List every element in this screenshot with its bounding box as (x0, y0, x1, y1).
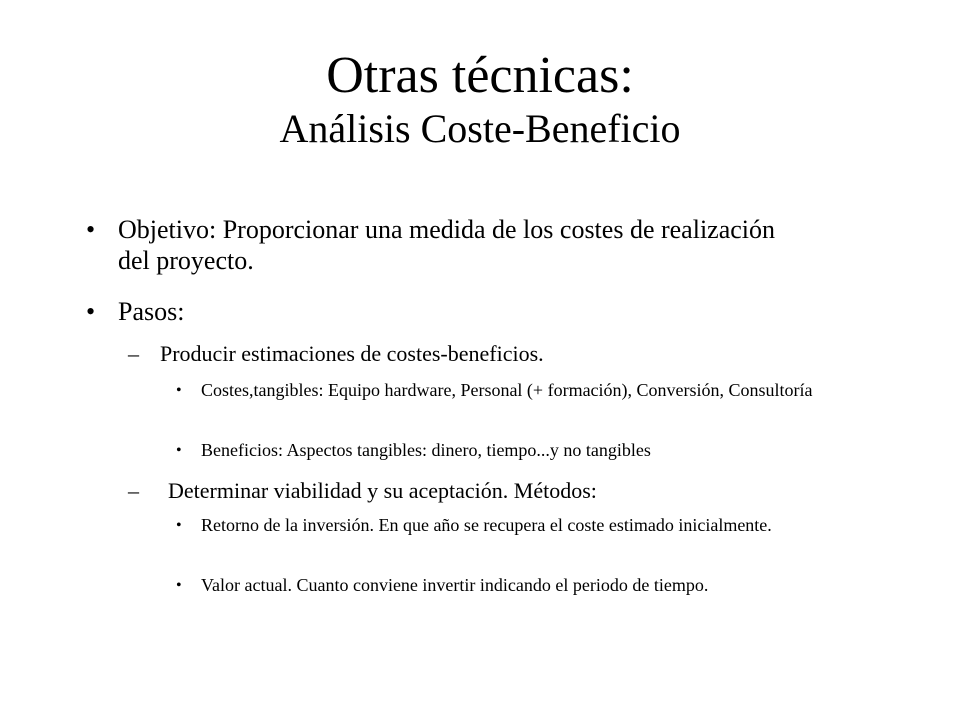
bullet-marker: • (176, 442, 182, 459)
subsubitem-costes (176, 378, 816, 403)
subsubitem-costes-text: Costes,tangibles: Equipo hardware, Personal (+ formación), Conversión, Consultoría (201, 380, 813, 400)
slide-subtitle: Análisis Coste-Beneficio (279, 106, 681, 151)
bullet-pasos (86, 296, 806, 327)
subitem-determinar-text: Determinar viabilidad y su aceptación. Métodos: (168, 478, 597, 503)
subsubitem-valor (176, 573, 816, 598)
subsubitem-beneficios-text: Beneficios: Aspectos tangibles: dinero, tiempo...y no tangibles (201, 440, 651, 460)
bullet-marker: • (176, 517, 182, 534)
bullet-marker: • (176, 577, 182, 594)
subitem-producir-text: Producir estimaciones de costes-beneficios. (160, 341, 544, 366)
subsubitem-beneficios (176, 438, 836, 463)
bullet-marker: • (86, 215, 96, 244)
bullet-objetivo-text: Objetivo: Proporcionar una medida de los costes de realización del proyecto. (118, 215, 776, 275)
bullet-marker: • (86, 297, 96, 326)
subsubitem-retorno-text: Retorno de la inversión. En que año se recupera el coste estimado inicialmente. (201, 515, 772, 535)
subsubitem-retorno (176, 513, 836, 538)
slide-title: Otras técnicas: (326, 47, 634, 104)
bullet-objetivo (86, 214, 806, 276)
bullet-marker: • (176, 382, 182, 399)
dash-marker: – (128, 478, 139, 503)
bullet-pasos-text: Pasos: (118, 297, 185, 326)
subitem-producir (128, 341, 828, 367)
subitem-determinar (128, 478, 828, 504)
subsubitem-valor-text: Valor actual. Cuanto conviene invertir indicando el periodo de tiempo. (201, 575, 709, 595)
dash-marker: – (128, 341, 139, 366)
